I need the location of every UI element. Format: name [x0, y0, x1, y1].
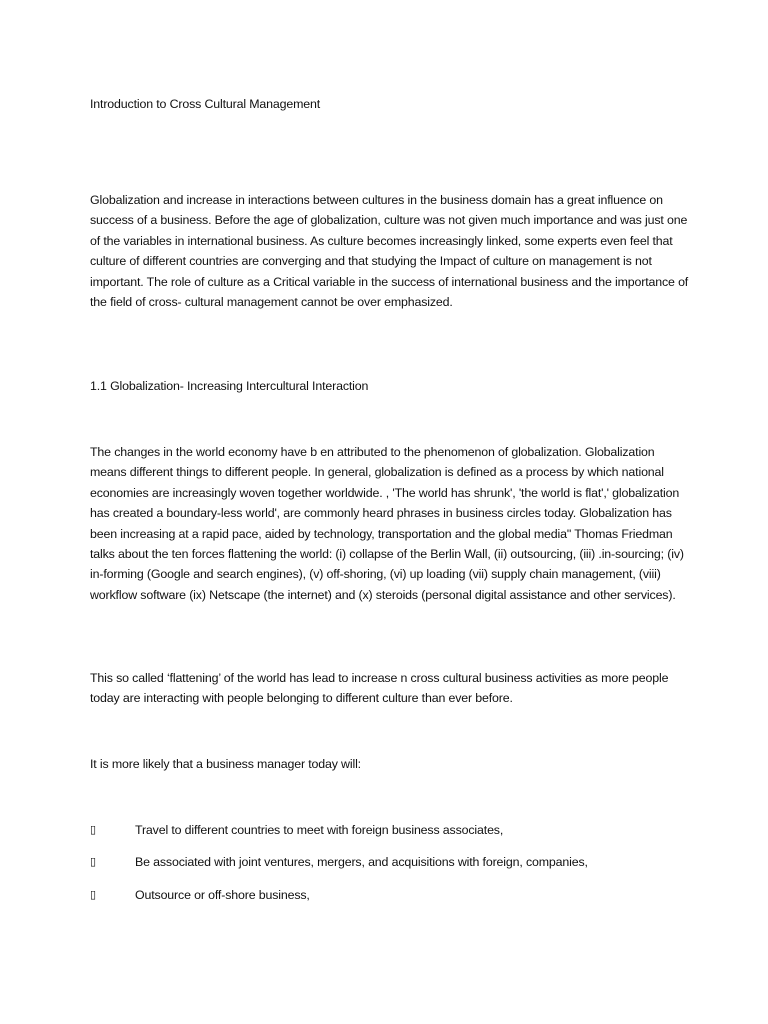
list-item-text: Outsource or off-shore business, — [135, 888, 310, 902]
section-heading: 1.1 Globalization- Increasing Intercultural Interaction — [90, 379, 369, 393]
list-lead-in: It is more likely that a business manager today will: — [90, 757, 361, 771]
list-item-text: Be associated with joint ventures, mergers, and acquisitions with foreign, companies, — [135, 855, 588, 869]
bullet-icon: ▯ — [90, 888, 96, 901]
intro-paragraph: Globalization and increase in interactions between cultures in the business domain has a great influence on success of a business. Before the age of globalization, culture was not given much importance and was just one of the variables in international business. As culture becomes increasingly linked, some experts even feel that culture of different countries are converging and that studying the Impact of culture on management is not important. The role of culture as a Critical variable in the success of international business and the importance of the field of cross- cultural management cannot be over emphasized. — [90, 193, 689, 310]
flattening-paragraph: This so called ‘flattening’ of the world has lead to increase n cross cultural business activities as more people today are interacting with people belonging to different culture than ever before. — [90, 671, 669, 706]
globalization-paragraph: The changes in the world economy have b en attributed to the phenomenon of globalization. Globalization means different things to different people. In general, globalization is defined as a process by which national economies are increasingly woven together worldwide. , 'The world has shrunk', 'the world is flat',' globalization has created a boundary-less world', are commonly heard phrases in business circles today. Globalization has been increasing at a rapid pace, aided by technology, transportation and the global media" Thomas Friedman talks about the ten forces flattening the world: (i) collapse of the Berlin Wall, (ii) outsourcing, (iii) .in-sourcing; (iv) in-forming (Google and search engines), (v) off-shoring, (vi) up loading (vii) supply chain management, (viii) workflow software (ix) Netscape (the internet) and (x) steroids (personal digital assistance and other services). — [90, 445, 684, 602]
bullet-icon: ▯ — [90, 823, 96, 836]
list-item-text: Travel to different countries to meet with foreign business associates, — [135, 823, 504, 837]
document-title: Introduction to Cross Cultural Management — [90, 97, 321, 111]
bullet-icon: ▯ — [90, 855, 96, 868]
